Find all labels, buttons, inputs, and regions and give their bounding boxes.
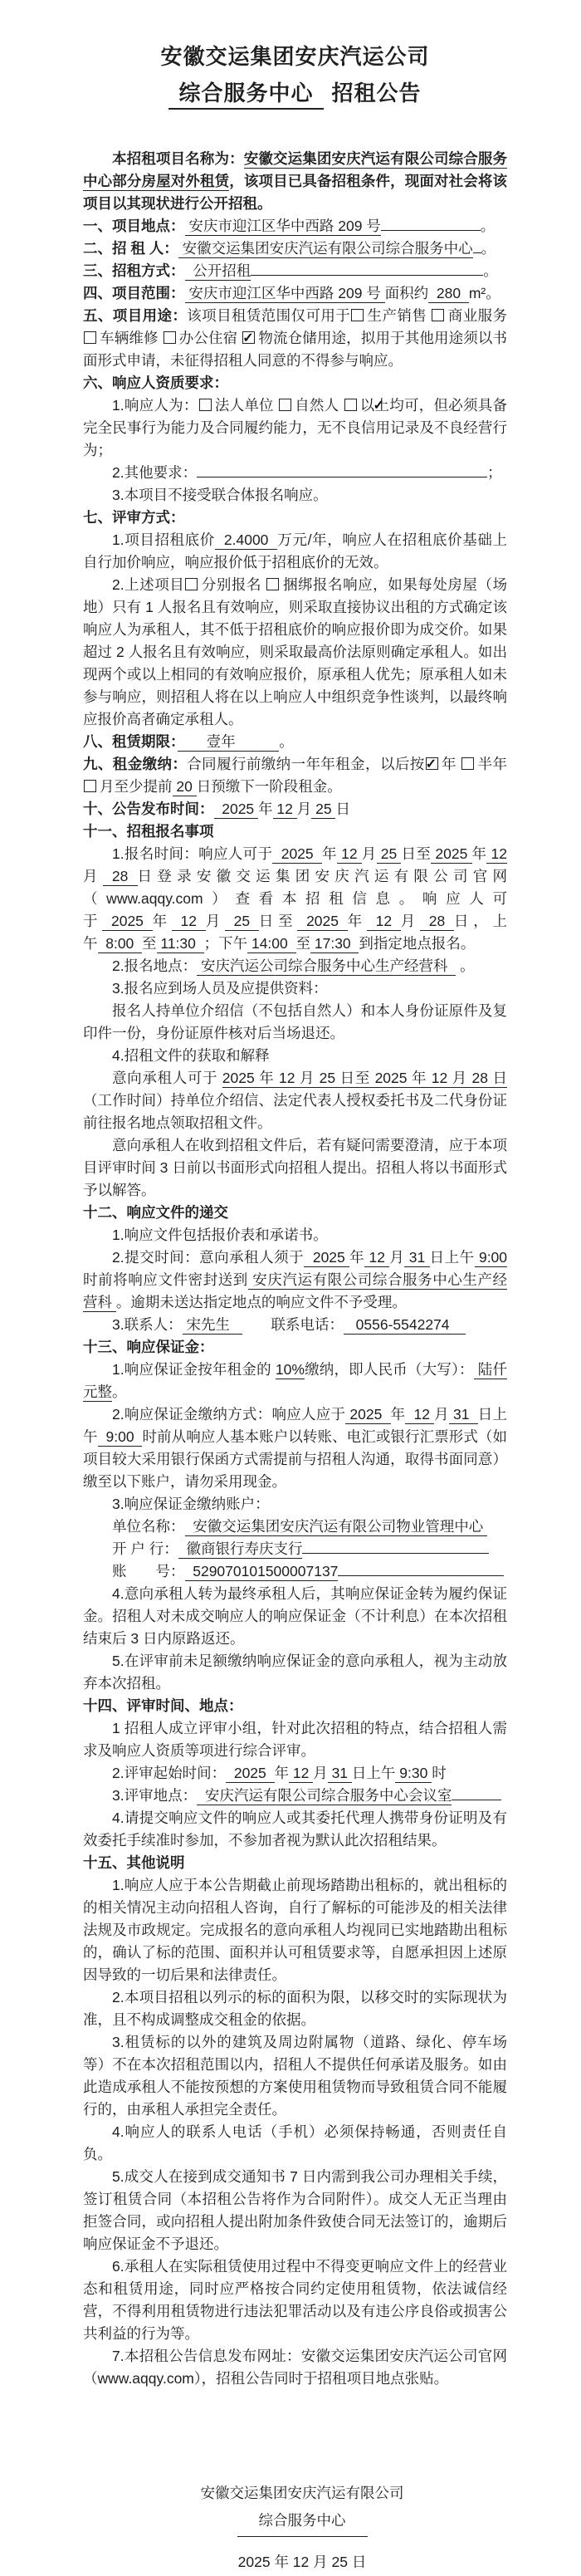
text-segment: 八、租赁期限： [83,733,178,750]
text-segment: 九、租金缴纳： [83,756,188,772]
signature-dept: 综合服务中心 [237,2507,368,2537]
text-segment: 2025 [297,913,348,929]
text-segment: 捆绑报名响应，如果每处房屋（场地）只有 1 人报名且有效响应，则采取直接协议出租的方式确定该响应人为承租人，其不低于招租底价的响应报价即为成交价。如果超过 2 人报名且有效响应，则采取最高价法原则确定承租人。如出现两个或以上相同的有效响应报价，原承租人优先；原承租人如未参与响应，则招租人将在以上响应人中组织竞争性谈判，以最终响应报价高者确定承租人。 [83,576,507,727]
text-segment: 2025 [213,801,259,817]
text-segment: 本招租项目名称为： [112,150,244,167]
qualification-item-3 [83,484,507,507]
text-segment: 28 [420,913,454,929]
note-1 [83,1874,507,1986]
note-5 [83,2166,507,2255]
text-segment: 月 [83,868,103,884]
blank-line [381,218,481,231]
text-segment: 8:00 [97,935,143,952]
text-segment: 商业服务 [447,307,507,324]
text-segment: 账 号： [112,1563,185,1579]
text-segment: 。 [480,218,496,234]
intro [83,148,507,215]
text-segment: 安徽交运集团安庆汽运有限公司综合服务中心 [178,240,473,257]
text-segment: 1.响应人为： [112,397,198,414]
text-segment: 4.响应人的联系人电话（手机）必须保持畅通，否则责任自负。 [83,2123,507,2162]
text-segment: 1.项目招租底价 [112,531,215,548]
text-segment: 日，上午 [83,913,507,952]
text-segment: 月 [361,845,377,862]
account-bank [112,1538,507,1560]
text-segment: 四、项目范围： [83,285,185,301]
review-panel [83,1717,507,1762]
text-segment: 至 [295,935,310,952]
section-response-submit [83,1202,507,1224]
submit-time [83,1246,507,1314]
text-segment: 3.联系人： [112,1316,183,1333]
text-segment: m²。 [468,285,500,301]
deposit-payment [83,1403,507,1493]
section-lessor [83,238,507,260]
checkbox-checked-icon [426,757,438,770]
review-start-time [83,1762,507,1785]
note-3 [83,2031,507,2121]
text-segment: 2.提交时间：意向承租人须于 [112,1249,305,1266]
qualification-item-2-other [83,462,507,484]
text-segment: 1 招租人成立评审小组，针对此次招租的特点，结合招租人需求及响应人资质等项进行综合评审。 [83,1720,507,1759]
review-base-price [83,529,507,574]
text-segment: 日上午 [429,1249,475,1266]
text-segment: 面积约 [384,285,429,301]
text-segment: 3.评审地点： [112,1787,198,1804]
checkbox-unchecked-icon [199,399,212,411]
checkbox-checked-icon [344,399,357,411]
text-segment: 。 [456,957,475,974]
text-segment: 3.本项目不接受联合体报名响应。 [112,487,328,503]
signature-date: 2025 年 12 月 25 日 [237,2554,367,2570]
text-segment: 2025 [272,845,323,862]
text-segment: 2025 年 12 月 25 日至 2025 年 12 月 28 日 [222,1070,507,1086]
section-project-location [83,215,507,238]
text-segment: 年 [471,845,487,862]
text-segment: 十四、评审时间、地点： [83,1697,243,1714]
note-6 [83,2255,507,2345]
text-segment: 日预缴下一阶段租金。 [196,778,342,795]
text-segment: 安庆市迎江区华中西路 209 号 [184,285,385,301]
text-segment: 年 [441,756,461,772]
blank-line [197,464,487,477]
text-segment: 日至 [258,913,298,929]
text-segment: 半年 [477,756,507,772]
note-2 [83,1986,507,2031]
text-segment: 月 [296,801,312,817]
text-segment: 9:00 [474,1249,508,1266]
text-segment: 年 [274,1765,289,1781]
text-segment: 车辆维修 [100,330,163,346]
registration-persons [83,977,507,1000]
text-segment: ，该项目已具备招租条件，现面对社会将该项目以其现状进行公开招租。 [83,173,507,212]
signature-company: 安徽交运集团安庆汽运有限公司 [200,2485,404,2501]
text-segment: 280 [428,285,469,301]
section-review-method [83,507,507,529]
text-segment: 二、招 租 人： [83,240,178,257]
text-segment: 2.其他要求： [112,464,198,481]
doc-acquisition [83,1067,507,1134]
note-4 [83,2121,507,2166]
signature-block [173,2480,431,2576]
text-segment: 1.报名时间：响应人可于 [112,845,273,862]
text-segment: 20 [172,778,197,795]
text-segment: 安徽交运集团安庆汽运有限公司物业管理中心 [184,1518,488,1535]
deposit-forfeit [83,1650,507,1695]
section-project-scope [83,282,507,305]
text-segment: 12 [272,801,297,817]
section-deposit [83,1336,507,1359]
text-segment: 单位名称： [112,1518,185,1535]
text-segment: 5.成交人在接到成交通知书 7 日内需到我公司办理相关手续，签订租赁合同（本招租公告将作为合同附件）。成交人无正当理由拒签合同，或向招租人提出附加条件致使合同无法签订的，逾期后响应保证金不予退还。 [83,2168,507,2252]
text-segment: 12 [486,845,508,862]
text-segment: 年 [349,1249,365,1266]
text-segment: 日上午 [83,1406,508,1445]
section-rental-method [83,260,507,282]
text-segment: 2.响应保证金缴纳方式：响应人应于 [112,1406,346,1423]
registration-materials [83,1000,507,1045]
text-segment: 月 [400,913,421,929]
text-segment: 意向承租人在收到招租文件后，若有疑问需要澄清，应于本项目评审时间 3 日前以书面形式向招租人提出。招租人将以书面形式予以解答。 [83,1137,507,1198]
text-segment: 4.招租文件的获取和解释 [112,1047,270,1064]
text-segment: 14:00 [247,935,296,952]
text-segment: 年 [258,801,273,817]
text-segment: 时前将响应文件密封送到 [83,1271,248,1288]
text-segment: 12 [171,913,206,929]
text-segment: 28 [102,868,138,884]
note-7 [83,2345,507,2390]
text-segment: 公开招租 [184,262,251,279]
text-segment: 报名人持单位介绍信（不包括自然人）和本人身份证原件及复印件一份，身份证原件核对后当场退还。 [83,1002,507,1041]
text-segment: 日 [335,801,350,817]
text-segment: 宋先生 [182,1316,242,1333]
section-announce-date [83,798,507,820]
review-rule [83,574,507,731]
text-segment: 日上午 [351,1765,396,1781]
section-rent-payment [83,753,507,798]
blank-line [473,240,481,253]
blank-line [452,1787,501,1800]
text-segment: 物流仓储用途，拟用于其他用途须以书面形式申请，未征得招租人同意的不得参与响应。 [83,330,507,369]
text-segment: 安庆汽运有限公司综合服务中心生产经营科 [83,1271,507,1310]
section-other-notes [83,1852,507,1874]
text-segment: 陆仟元整 [83,1361,507,1400]
text-segment: 12 [336,845,362,862]
section-qualification [83,372,507,394]
text-segment: 2.评审起始时间： [112,1765,227,1781]
text-segment: 意向承租人可于 [112,1070,222,1086]
document-body [83,148,507,2390]
contact [83,1314,507,1336]
text-segment: 2025 [102,913,153,929]
checkbox-unchecked-icon [84,331,96,344]
text-segment: 该项目租赁范围仅可用于 [187,307,351,324]
deposit-account-title [83,1493,507,1516]
text-segment: 3.报名应到场人员及应提供资料： [112,980,328,997]
checkbox-unchecked-icon [84,780,96,792]
text-segment: 月 [389,1249,405,1266]
text-segment: 十一、招租报名事项 [83,823,214,840]
doc-clarification [83,1134,507,1202]
checkbox-unchecked-icon [279,399,291,411]
text-segment: 1.响应人应于本公告期截止前现场踏勘出租标的，就出租标的的相关情况主动向招租人咨询，自行了解标的可能涉及的相关法律法规及市政规定。完成报名的意向承租人均视同已实地踏勘出租标的，确认了标的范围、面积并认可租赁要求等，自愿承担因上述原因导致的一切后果和法律责任。 [83,1877,507,1983]
text-segment: 三、招租方式： [83,262,185,279]
text-segment: 月至少提前 [100,778,173,795]
qualification-item-1 [83,394,507,462]
section-project-use [83,305,507,372]
text-segment: （工作时间）持单位介绍信、法定代表人授权委托书及二代身份证前往报名地点领取招租文件。 [83,1092,507,1131]
section-lease-term [83,731,507,753]
text-segment: 25 [376,845,402,862]
checkbox-checked-icon [242,331,255,344]
text-segment: 2025 [345,1406,391,1423]
text-segment: 2.上述项目 [112,576,185,593]
deposit-amount [83,1359,507,1403]
text-segment: 12 [364,1249,390,1266]
text-segment: 月 [434,1406,449,1423]
text-segment: 七、评审方式： [83,509,185,526]
review-attendance [83,1807,507,1852]
text-segment: 。逾期未送达指定地点的响应文件不予受理。 [115,1294,407,1310]
text-segment: 五、项目用途： [83,307,188,324]
text-segment: 。 [279,733,294,750]
text-segment: 年 [322,845,337,862]
account-name [112,1516,507,1538]
text-segment: 25 [311,801,336,817]
text-segment: 12 [366,913,401,929]
text-segment: 以上均可，但必须具备完全民事行为能力及合同履约能力，无不良信用记录及不良经营行为； [83,397,507,458]
text-segment: 2.本项目招租以列示的标的面积为限，以移交时的实际现状为准，且不构成调整成交租金的依据。 [83,1989,507,2028]
text-segment: 十五、其他说明 [83,1854,185,1871]
text-segment: 4.请提交响应文件的响应人或其委托代理人携带身份证明及有效委托手续准时参加，不参加者视为默认此次招租结果。 [83,1810,507,1849]
checkbox-unchecked-icon [164,331,176,344]
text-segment: 缴纳，即人民币（大写）： [304,1361,474,1378]
document-title-company [83,38,507,75]
text-segment: 安庆汽运公司综合服务中心生产经营科 [197,957,456,974]
review-place [83,1785,507,1807]
text-segment: 12 [289,1765,314,1781]
text-segment: 十、公告发布时间： [83,801,214,817]
checkbox-unchecked-icon [185,578,198,590]
text-segment: 。 [481,240,496,257]
text-segment: 529070101500007137 [184,1563,339,1579]
text-segment: 一、项目地点： [83,218,185,234]
section-review-time-place [83,1695,507,1717]
account-number [112,1560,507,1583]
text-segment: 徽商银行寿庆支行 [178,1540,303,1557]
text-segment: 。 [483,262,498,279]
blank-line [251,262,483,276]
text-segment: 至 [142,935,157,952]
text-segment: 11:30 [156,935,204,952]
checkbox-unchecked-icon [351,309,364,321]
text-segment: 年 [152,913,172,929]
section-registration [83,820,507,843]
text-segment: 日至 [401,845,432,862]
text-segment: 日登录安徽交运集团安庆汽运有限公司官网（www.aqqy.com）查看本招租信息。响应人可于 [83,868,507,929]
text-segment: 9:00 [97,1428,143,1445]
text-segment: 2.4000 [214,531,278,548]
text-segment: 1.响应保证金按年租金的 [112,1361,276,1378]
text-segment: 十二、响应文件的递交 [83,1204,228,1221]
checkbox-unchecked-icon [432,309,444,321]
title-announcement-label: 招租公告 [331,81,422,105]
text-segment: 自然人 [294,397,344,414]
text-segment: 25 [225,913,259,929]
text-segment: 。 [112,1383,127,1400]
company-name-title: 安徽交运集团安庆汽运公司 [160,44,430,69]
text-segment: 月 [313,1765,328,1781]
text-segment: 10% [275,1361,305,1378]
blank-line [338,1563,504,1576]
text-segment: 六、响应人资质要求： [83,375,228,391]
text-segment: 2025 [431,845,472,862]
text-segment: 年 [347,913,367,929]
text-segment: 17:30 [310,935,359,952]
checkbox-unchecked-icon [461,757,474,770]
doc-acquisition-title [83,1045,507,1067]
text-segment: 生产销售 [367,307,432,324]
blank-line [302,1540,489,1554]
text-segment: 3.响应保证金缴纳账户： [112,1496,270,1512]
text-segment: ；下午 [203,935,248,952]
text-segment: ； [487,464,502,481]
text-segment: 办公住宿 [178,330,242,346]
text-segment: 时前从响应人基本账户以转账、电汇或银行汇票形式（如项目较大采用银行保函方式需提前与招租人沟通，取得书面同意）缴至以下账户，请勿采用现金。 [83,1428,508,1490]
text-segment: 法人单位 [214,397,278,414]
text-segment: 合同履行前缴纳一年年租金，以后按 [187,756,425,772]
response-doc-content [83,1224,507,1246]
text-segment: 开 户 行： [112,1540,178,1557]
text-segment: 安庆汽运有限公司综合服务中心会议室 [197,1787,452,1804]
text-segment: 7.本招租公告信息发布网址：安徽交运集团安庆汽运公司官网（www.aqqy.com），招租公告同时于招租项目地点张贴。 [83,2348,507,2387]
text-segment: 联系电话： [242,1316,344,1333]
text-segment: 1.响应文件包括报价表和承诺书。 [112,1227,328,1243]
text-segment: 12 [405,1406,435,1423]
text-segment: 2.报名地点： [112,957,198,974]
text-segment: 31 [327,1765,352,1781]
text-segment: 31 [404,1249,430,1266]
text-segment: 4.意向承租人转为最终承租人后，其响应保证金转为履约保证金。招租人对未成交响应人的响应保证金（不计利息）在本次招租结束后 3 日内原路返还。 [83,1585,507,1647]
title-underlined-dept: 综合服务中心 [168,81,323,110]
text-segment: 9:30 [395,1765,432,1781]
text-segment: 31 [448,1406,478,1423]
text-segment: 6.承租人在实际租赁使用过程中不得变更响应文件上的经营业态和租赁用途，同时应严格按合同约定使用租赁物，依法诚信经营，不得利用租赁物进行违法犯罪活动以及有违公序良俗或损害公共利益的行为等。 [83,2258,507,2342]
text-segment: 壹年 [177,733,280,750]
deposit-conversion [83,1583,507,1650]
text-segment: 月 [205,913,225,929]
checkbox-unchecked-icon [266,578,279,590]
text-segment: 到指定地点报名。 [359,935,476,952]
text-segment: 年 [390,1406,406,1423]
text-segment: 安庆市迎江区华中西路 209 号 [184,218,381,234]
text-segment: 3.租赁标的以外的建筑及周边附属物（道路、绿化、停车场等）不在本次招租范围以内，招租人不提供任何承诺及服务。如由此造成承租人不能按预想的方案使用租赁物而导致租赁合同不能履行的，由承租人承担完全责任。 [83,2034,507,2118]
text-segment: 分别报名 [201,576,266,593]
registration-time [83,843,507,955]
text-segment: 2025 [304,1249,350,1266]
text-segment: 5.在评审前未足额缴纳响应保证金的意向承租人，视为主动放弃本次招租。 [83,1653,507,1692]
registration-place [83,955,507,977]
text-segment: 时 [432,1765,447,1781]
text-segment: 万元/年，响应人在招租底价基础上自行加价响应，响应报价低于招租底价的无效。 [83,531,507,571]
document-title [83,75,507,111]
text-segment: 0556-5542274 [344,1316,466,1333]
text-segment: 2025 [226,1765,275,1781]
text-segment: 十三、响应保证金： [83,1339,214,1355]
text-segment: 安徽交运集团安庆汽运有限公司综合服务中心部分房屋对外租赁 [83,150,508,189]
